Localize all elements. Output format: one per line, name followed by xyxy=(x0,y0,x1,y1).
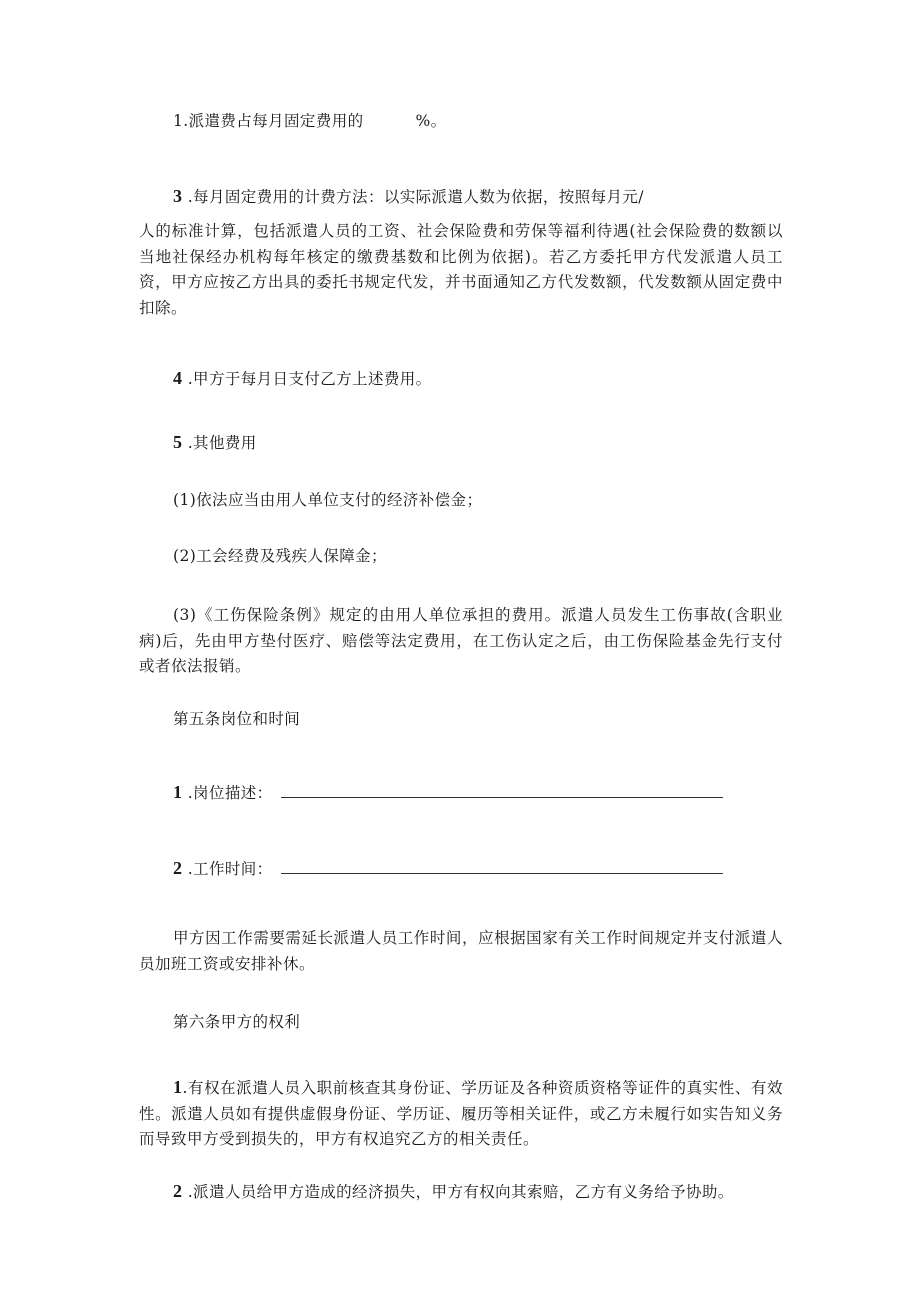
article-6-title: 第六条甲方的权利 xyxy=(173,1013,301,1031)
item-1-fee-ratio xyxy=(173,111,447,131)
work-time-number: 2 xyxy=(173,858,183,878)
work-time-label: .工作时间： xyxy=(187,860,273,878)
item-4 xyxy=(173,368,432,389)
item-3-body: 人的标准计算，包括派遣人员的工资、社会保险费和劳保等福利待遇(社会保险费的数额以当地社保经办机构每年核定的缴费基数和比例为依据)。若乙方委托甲方代发派遣人员工资，甲方应按乙方出具的委托书规定代发，并书面通知乙方代发数额，代发数额从固定费中扣除。 xyxy=(139,222,783,317)
item-3-first-text: .每月固定费用的计费方法：以实际派遣人数为依据，按照每月元/ xyxy=(187,188,644,206)
right-1-text: .有权在派遣人员入职前核查其身份证、学历证及各种资质资格等证件的真实性、有效性。派遣人员如有提供虚假身份证、学历证、履历等相关证件，或乙方未履行如实告知义务而导致甲方受到损失的，甲方有权追究乙方的相关责任。 xyxy=(139,1079,783,1148)
item-1-suffix: %。 xyxy=(415,112,447,130)
overtime-paragraph: 甲方因工作需要需延长派遣人员工作时间，应根据国家有关工作时间规定并支付派遣人员加班工资或安排补休。 xyxy=(139,929,783,973)
work-time-row xyxy=(173,858,723,879)
post-number: 1 xyxy=(173,782,183,802)
sub-item-3: (3)《工伤保险条例》规定的由用人单位承担的费用。派遣人员发生工伤事故(含职业病)后，先由甲方垫付医疗、赔偿等法定费用，在工伤认定之后，由工伤保险基金先行支付或者依法报销。 xyxy=(139,606,783,675)
item-5-number: 5 xyxy=(173,432,183,452)
article-5-title: 第五条岗位和时间 xyxy=(173,710,301,728)
item-5 xyxy=(173,432,257,453)
right-2-number: 2 xyxy=(173,1181,183,1201)
right-1-paragraph xyxy=(139,1075,783,1153)
right-2-text: .派遣人员给甲方造成的经济损失，甲方有权向其索赔，乙方有义务给予协助。 xyxy=(187,1183,734,1201)
work-time-blank xyxy=(281,859,723,874)
right-1-number: 1 xyxy=(173,1077,183,1097)
sub-item-2: (2)工会经费及残疾人保障金； xyxy=(173,547,387,565)
item-1-text: 1.派遣费占每月固定费用的 xyxy=(173,112,364,130)
item-4-number: 4 xyxy=(173,368,183,388)
post-description-blank xyxy=(281,783,723,798)
item-5-text: .其他费用 xyxy=(187,434,257,452)
sub-item-1: (1)依法应当由用人单位支付的经济补偿金； xyxy=(173,491,483,509)
item-3-first-line xyxy=(173,186,644,207)
item-3-number: 3 xyxy=(173,186,183,206)
item-4-text: .甲方于每月日支付乙方上述费用。 xyxy=(187,370,432,388)
post-label: .岗位描述： xyxy=(187,784,273,802)
right-2 xyxy=(173,1181,734,1202)
post-description-row xyxy=(173,782,723,803)
